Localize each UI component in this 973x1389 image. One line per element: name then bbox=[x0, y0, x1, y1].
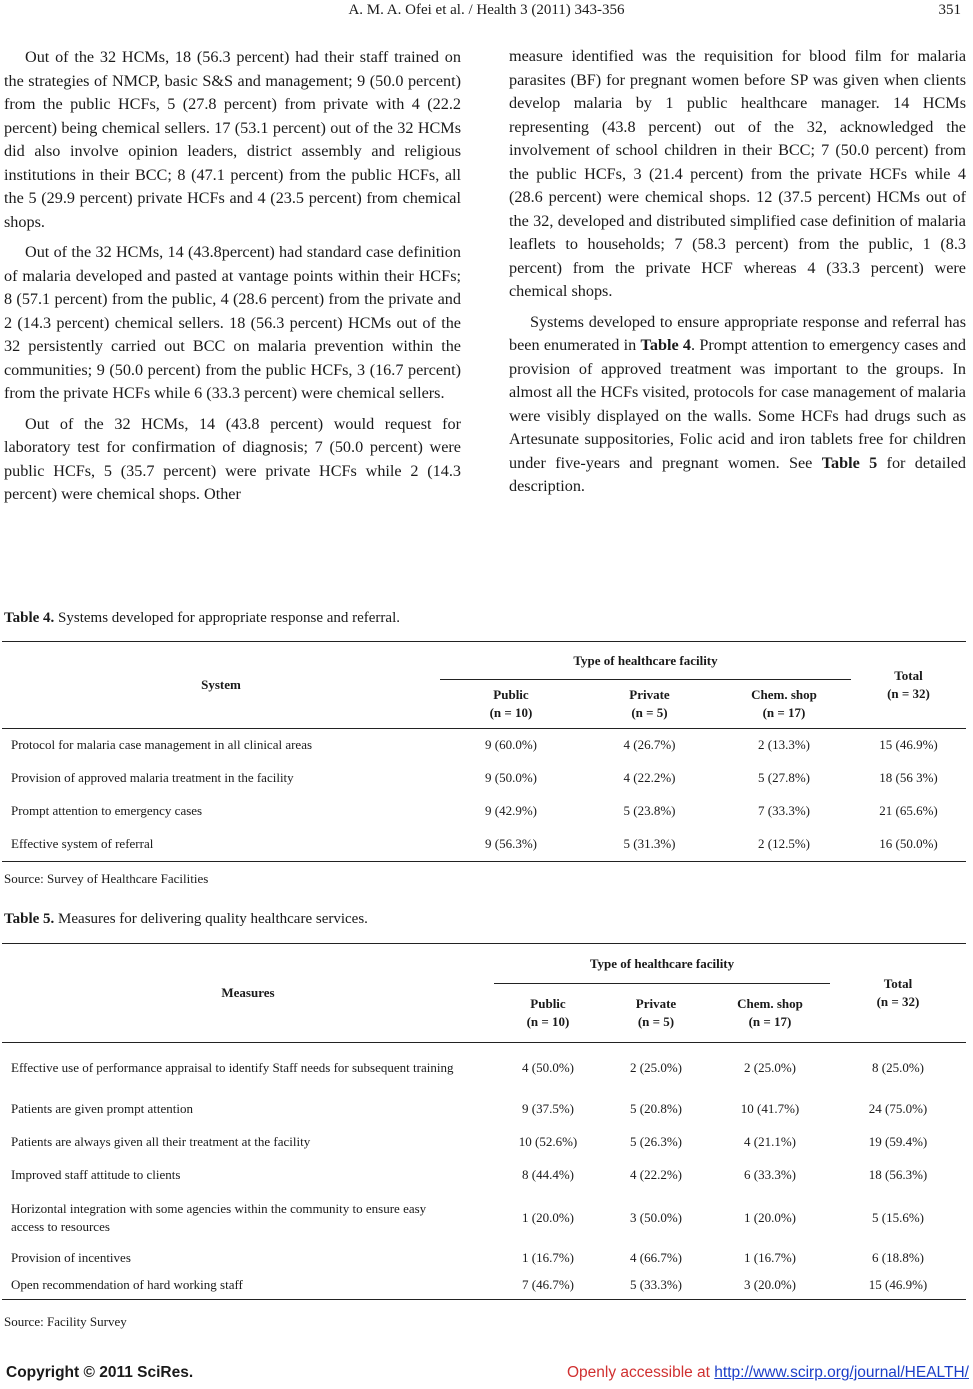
table-row bbox=[2, 795, 966, 828]
cell-chem-shop: 3 (20.0%) bbox=[744, 1277, 796, 1293]
cell-total: 18 (56.3%) bbox=[868, 1167, 928, 1182]
header-line: Public bbox=[530, 996, 566, 1011]
running-head: A. M. A. Ofei et al. / Health 3 (2011) 343-356 bbox=[348, 2, 625, 18]
open-access-notice bbox=[567, 1364, 969, 1382]
cell-private: 4 (66.7%) bbox=[630, 1249, 682, 1265]
header-line: Chem. shop bbox=[737, 996, 803, 1011]
cell-public: 4 (50.0%) bbox=[522, 1059, 574, 1075]
cell-public: 7 (46.7%) bbox=[522, 1277, 574, 1293]
table-header-system: System bbox=[201, 677, 241, 692]
table-header-private bbox=[582, 680, 717, 729]
row-label: Effective system of referral bbox=[11, 836, 154, 852]
table-header-chem-shop bbox=[710, 984, 830, 1043]
table-row bbox=[2, 1093, 966, 1126]
cell-private: 2 (25.0%) bbox=[630, 1059, 682, 1075]
table-row bbox=[2, 1272, 966, 1300]
cell-private: 3 (50.0%) bbox=[630, 1209, 682, 1225]
row-label: Open recommendation of hard working staff bbox=[11, 1277, 243, 1293]
table-5 bbox=[2, 943, 966, 1300]
right-column bbox=[509, 45, 966, 506]
cell-chem-shop: 6 (33.3%) bbox=[744, 1167, 796, 1182]
table-header-public bbox=[440, 680, 582, 729]
cell-public: 9 (60.0%) bbox=[485, 737, 537, 753]
table-header-private bbox=[602, 984, 710, 1043]
cell-public: 8 (44.4%) bbox=[522, 1167, 574, 1182]
table-header-chem-shop bbox=[717, 680, 851, 729]
cell-private: 5 (26.3%) bbox=[630, 1134, 682, 1149]
table-5-reference: Table 5 bbox=[821, 453, 878, 472]
cell-public: 9 (50.0%) bbox=[485, 770, 537, 785]
cell-chem-shop: 1 (20.0%) bbox=[744, 1209, 796, 1225]
cell-total: 16 (50.0%) bbox=[879, 836, 938, 852]
header-line: (n = 5) bbox=[631, 705, 668, 720]
row-label: Horizontal integration with some agencies within the community to ensure easy access to resources bbox=[11, 1200, 427, 1234]
cell-private: 4 (22.2%) bbox=[630, 1167, 682, 1182]
cell-public: 10 (52.6%) bbox=[518, 1134, 578, 1149]
table-row bbox=[2, 828, 966, 862]
table-5-caption bbox=[4, 911, 368, 928]
table-header-group: Type of healthcare facility bbox=[440, 642, 851, 680]
text-span: . Prompt attention to emergency cases and provision of approved treatment was important to the groups. In almost all the HCFs visited, protocols for case management of malaria were visibly displayed on the walls. Some HCFs had drugs such as Artesunate suppositories, Folic acid and iron tablets free for children under five-years and pregnant women. See bbox=[509, 336, 966, 472]
cell-total: 19 (59.4%) bbox=[868, 1134, 928, 1149]
paragraph: Out of the 32 HCMs, 14 (43.8 percent) would request for laboratory test for confirmation of diagnosis; 7 (50.0 percent) were public HCFs, 5 (35.7 percent) were private HCFs while 2 (14.3 percent) were chemical shops. Other bbox=[4, 414, 461, 503]
header-line: (n = 32) bbox=[887, 686, 930, 701]
header-line: (n = 5) bbox=[637, 1014, 675, 1029]
cell-private: 4 (26.7%) bbox=[623, 737, 676, 753]
page-footer bbox=[0, 1364, 973, 1388]
row-label: Protocol for malaria case management in all clinical areas bbox=[11, 737, 313, 753]
row-label: Patients are given prompt attention bbox=[11, 1101, 193, 1116]
table-row bbox=[2, 1192, 966, 1244]
header-line: (n = 10) bbox=[489, 705, 533, 720]
cell-public: 1 (20.0%) bbox=[522, 1209, 574, 1225]
table-4 bbox=[2, 641, 966, 862]
header-line: (n = 10) bbox=[526, 1014, 570, 1029]
cell-public: 9 (42.9%) bbox=[485, 803, 537, 818]
cell-public: 9 (56.3%) bbox=[485, 836, 537, 852]
caption-text: Systems developed for appropriate response and referral. bbox=[54, 610, 400, 626]
cell-private: 4 (22.2%) bbox=[623, 770, 676, 785]
table-5-source: Source: Facility Survey bbox=[4, 1314, 127, 1329]
header-line: Private bbox=[629, 687, 670, 702]
table-header-total bbox=[830, 944, 966, 1043]
header-line: Total bbox=[894, 668, 923, 683]
cell-private: 5 (31.3%) bbox=[623, 836, 676, 852]
row-label: Improved staff attitude to clients bbox=[11, 1167, 181, 1182]
page-number: 351 bbox=[938, 2, 961, 18]
table-header-public bbox=[494, 984, 602, 1043]
cell-chem-shop: 7 (33.3%) bbox=[758, 803, 810, 818]
cell-total: 5 (15.6%) bbox=[872, 1209, 924, 1225]
row-label: Effective use of performance appraisal to identify Staff needs for subsequent training bbox=[11, 1059, 454, 1075]
cell-chem-shop: 4 (21.1%) bbox=[744, 1134, 796, 1149]
access-text: Openly accessible at bbox=[566, 1364, 715, 1381]
table-4-source: Source: Survey of Healthcare Facilities bbox=[4, 871, 209, 886]
cell-private: 5 (33.3%) bbox=[630, 1277, 682, 1293]
cell-chem-shop: 1 (16.7%) bbox=[744, 1249, 796, 1265]
cell-chem-shop: 5 (27.8%) bbox=[758, 770, 810, 785]
cell-total: 15 (46.9%) bbox=[879, 737, 938, 753]
table-row bbox=[2, 1244, 966, 1272]
caption-label: Table 5. bbox=[4, 911, 55, 927]
table-4-caption bbox=[4, 610, 400, 627]
cell-private: 5 (20.8%) bbox=[630, 1101, 682, 1116]
header-line: (n = 17) bbox=[762, 705, 806, 720]
table-row bbox=[2, 729, 966, 762]
row-label: Patients are always given all their treatment at the facility bbox=[11, 1134, 311, 1149]
paragraph: Out of the 32 HCMs, 14 (43.8percent) had standard case definition of malaria developed and pasted at vantage points within their HCFs; 8 (57.1 percent) from the public, 4 (28.6 percent) from the private and 2 (14.3 percent) chemical sellers. 18 (56.3 percent) HCMs out of the 32 persistently carried out BCC on malaria prevention within the communities; 9 (50.0 percent) from the public HCFs, 3 (16.7 percent) from the private HCFs while 6 (33.3 percent) were chemical sellers. bbox=[4, 243, 461, 402]
header-line: Chem. shop bbox=[751, 687, 817, 702]
running-header bbox=[0, 2, 973, 22]
copyright-notice: Copyright © 2011 SciRes. bbox=[6, 1364, 194, 1381]
table-row bbox=[2, 1159, 966, 1192]
paragraph: Out of the 32 HCMs, 18 (56.3 percent) had their staff trained on the strategies of NMCP, basic S&S and management; 9 (50.0 percent) from the public HCFs, 5 (27.8 percent) from private with 4 (22.2 percent) being chemical sellers. 17 (53.1 percent) out of the 32 HCMs did also involve opinion leaders, district assembly and religious institutions in their BCC; 8 (47.1 percent) from the public HCFs, all the 5 (29.9 percent) private HCFs and 4 (23.5 percent) from chemical shops. bbox=[4, 48, 461, 231]
text-span: for detailed description. bbox=[509, 453, 967, 495]
cell-total: 21 (65.6%) bbox=[879, 803, 938, 818]
cell-total: 24 (75.0%) bbox=[868, 1101, 928, 1116]
header-line: Private bbox=[635, 996, 677, 1011]
cell-chem-shop: 2 (25.0%) bbox=[744, 1059, 796, 1075]
caption-label: Table 4. bbox=[4, 610, 55, 626]
cell-total: 6 (18.8%) bbox=[872, 1249, 924, 1265]
table-header-measures: Measures bbox=[221, 985, 275, 1000]
row-label: Provision of incentives bbox=[11, 1249, 131, 1265]
cell-total: 15 (46.9%) bbox=[868, 1277, 928, 1293]
header-line: (n = 32) bbox=[876, 994, 920, 1009]
table-4-reference: Table 4 bbox=[640, 336, 692, 354]
cell-chem-shop: 2 (13.3%) bbox=[758, 737, 810, 753]
table-row bbox=[2, 762, 966, 795]
row-label: Prompt attention to emergency cases bbox=[11, 803, 203, 818]
header-line: Total bbox=[883, 976, 913, 991]
cell-private: 5 (23.8%) bbox=[623, 803, 676, 818]
journal-link[interactable]: http://www.scirp.org/journal/HEALTH/ bbox=[714, 1364, 969, 1381]
header-line: (n = 17) bbox=[748, 1014, 792, 1029]
cell-public: 9 (37.5%) bbox=[522, 1101, 574, 1116]
table-header-total bbox=[851, 642, 966, 729]
cell-public: 1 (16.7%) bbox=[522, 1249, 574, 1265]
cell-chem-shop: 2 (12.5%) bbox=[758, 836, 810, 852]
cell-total: 8 (25.0%) bbox=[872, 1059, 924, 1075]
caption-text: Measures for delivering quality healthcare services. bbox=[54, 911, 368, 927]
text-span: Systems developed to ensure appropriate response and referral has been enumerated in bbox=[509, 312, 966, 354]
paragraph: measure identified was the requisition for blood film for malaria parasites (BF) for pregnant women before SP was given when clients develop malaria by 1 public healthcare manager. 14 HCMs representing (43.8 percent) out of the 32, acknowledged the involvement of school children in their BCC; 7 (50.0 percent) from the public HCFs, 3 (21.4 percent) from the private HCFs while 4 (28.6 percent) were chemical shops. 12 (37.5 percent) HCMs out of the 32, developed and distributed simplified case definition of malaria leaflets to households; 7 (58.3 percent) from the public, 1 (8.3 percent) from the private HCF whereas 4 (33.3 percent) were chemical shops. bbox=[509, 47, 966, 300]
left-column bbox=[4, 46, 461, 514]
table-row bbox=[2, 1043, 966, 1093]
table-header-group: Type of healthcare facility bbox=[494, 944, 830, 984]
cell-total: 18 (56 3%) bbox=[879, 770, 938, 785]
cell-chem-shop: 10 (41.7%) bbox=[740, 1101, 800, 1116]
paragraph bbox=[509, 311, 966, 499]
header-line: Public bbox=[493, 687, 529, 702]
table-row bbox=[2, 1126, 966, 1159]
row-label: Provision of approved malaria treatment in the facility bbox=[11, 770, 294, 785]
